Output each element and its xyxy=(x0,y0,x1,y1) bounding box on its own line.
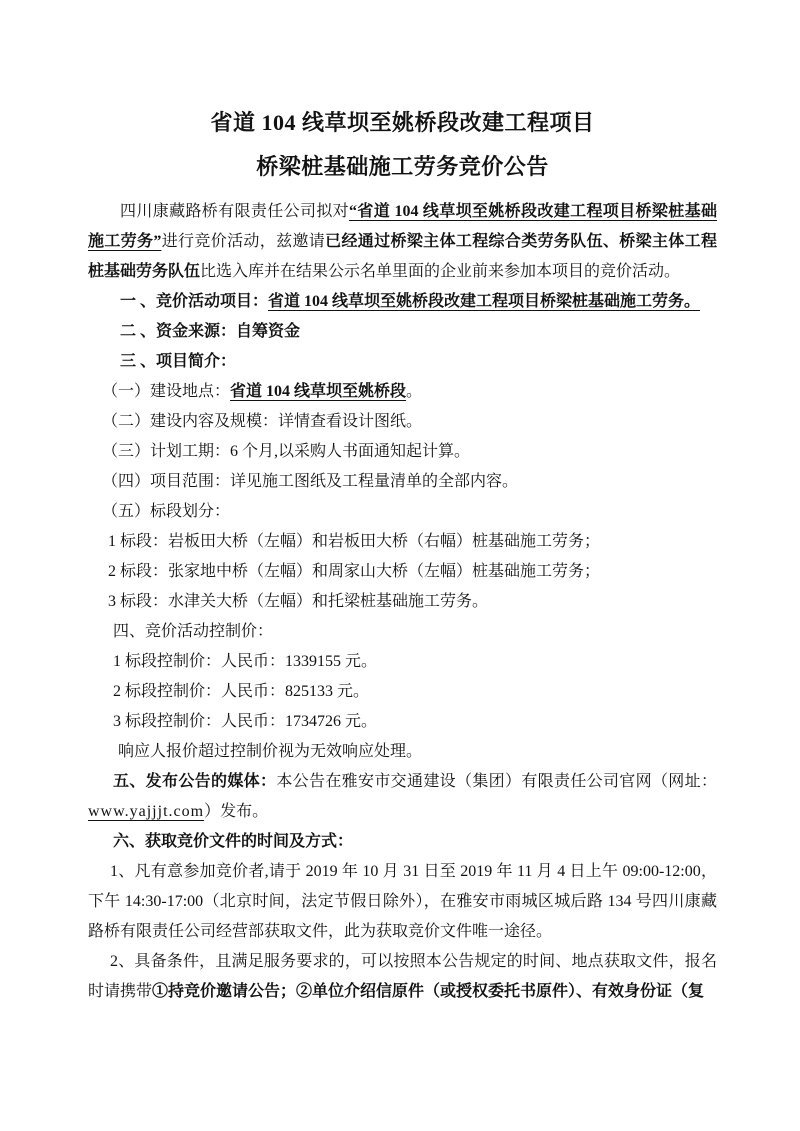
section-five-text-before-url: 本公告在雅安市交通建设（集团）有限责任公司官网（网址： xyxy=(276,773,717,790)
section-three-heading xyxy=(88,347,717,377)
price-row-2: 2 标段控制价：人民币：825133 元。 xyxy=(113,683,370,700)
section-five-label: 五、发布公告的媒体： xyxy=(113,773,277,790)
obtain-paragraph-2 xyxy=(88,947,717,1007)
obtain-paragraph-1: 1、凡有意参加竞价者,请于 2019 年 10 月 31 日至 2019 年 11 月 4 日上午 09:00-12:00，下午 14:30-17:00（北京时间，法定节假日除外），在雅安市雨城区城后路 134 号四川康藏路桥有限责任公司经营部获取文件，此为获取竞价文件唯一途径。 xyxy=(88,863,717,940)
intro-text-1: 四川康藏路桥有限责任公司拟对 xyxy=(120,203,350,220)
price-note: 响应人报价超过控制价视为无效响应处理。 xyxy=(118,743,423,760)
obtain-paragraph-2-text: 2、具备条件，且满足服务要求的，可以按照本公告规定的时间、地点获取文件，报名时请携带 xyxy=(88,953,717,1000)
item-range: （四）项目范围：详见施工图纸及工程量清单的全部内容。 xyxy=(102,473,519,490)
item-scope: （二）建设内容及规模：详情查看设计图纸。 xyxy=(102,413,423,430)
section-six-heading xyxy=(88,827,717,857)
intro-text-2: 进行竞价活动，兹邀请 xyxy=(161,233,326,250)
section-six-label: 六、获取竞价文件的时间及方式： xyxy=(113,833,354,850)
intro-text-3: 比选入库并在结果公示名单里面的企业前来参加本项目的竞价活动。 xyxy=(200,263,681,280)
lot-row-2: 2 标段：张家地中桥（左幅）和周家山大桥（左幅）桩基础施工劳务； xyxy=(108,563,601,580)
section-four-heading: 四、竞价活动控制价： xyxy=(113,623,274,640)
price-row-3: 3 标段控制价：人民币：1734726 元。 xyxy=(113,713,378,730)
lot-row-1: 1 标段：岩板田大桥（左幅）和岩板田大桥（右幅）桩基础施工劳务； xyxy=(108,533,601,550)
section-five-paragraph xyxy=(88,767,717,827)
intro-qualified-teams: 已经通过桥梁主体工程综合类劳务队伍、桥梁主体工程桩基础劳务队伍 xyxy=(88,233,717,280)
intro-project-name: “省道 104 线草坝至姚桥段改建工程项目桥梁桩基础施工劳务” xyxy=(88,203,717,250)
section-one-label: 一 、竞价活动项目： xyxy=(120,293,269,310)
document-title-line1: 省道 104 线草坝至姚桥段改建工程项目 xyxy=(210,110,595,135)
section-three-label: 三 、项目简介： xyxy=(120,353,237,370)
document-title-line2: 桥梁桩基础施工劳务竞价公告 xyxy=(256,154,549,179)
document-body xyxy=(88,197,717,1007)
item-location xyxy=(88,377,717,407)
item-duration: （三）计划工期：6 个月,以采购人书面通知起计算。 xyxy=(102,443,471,460)
section-two-label: 二 、资金来源： xyxy=(120,323,237,340)
item-location-value: 省道 104 线草坝至姚桥段 xyxy=(230,383,407,400)
price-row-1: 1 标段控制价：人民币：1339155 元。 xyxy=(113,653,378,670)
item-location-label: （一）建设地点： xyxy=(102,383,231,400)
section-one-heading xyxy=(88,287,717,317)
section-two-heading xyxy=(88,317,717,347)
lot-row-3: 3 标段：水津关大桥（左幅）和托梁桩基础施工劳务。 xyxy=(108,593,489,610)
section-one-value: 省道 104 线草坝至姚桥段改建工程项目桥梁桩基础施工劳务。 xyxy=(268,293,701,310)
item-lots-header: （五）标段划分： xyxy=(102,503,231,520)
obtain-paragraph-2-requirements: ①持竞价邀请公告；②单位介绍信原件（或授权委托书原件）、有效身份证（复 xyxy=(152,983,705,1000)
section-two-value: 自筹资金 xyxy=(236,323,301,340)
item-location-period: 。 xyxy=(406,383,423,400)
intro-paragraph xyxy=(88,197,717,287)
section-five-text-after-url: ）发布。 xyxy=(204,803,269,820)
website-url-link[interactable]: www.yajjjt.com xyxy=(88,803,205,820)
